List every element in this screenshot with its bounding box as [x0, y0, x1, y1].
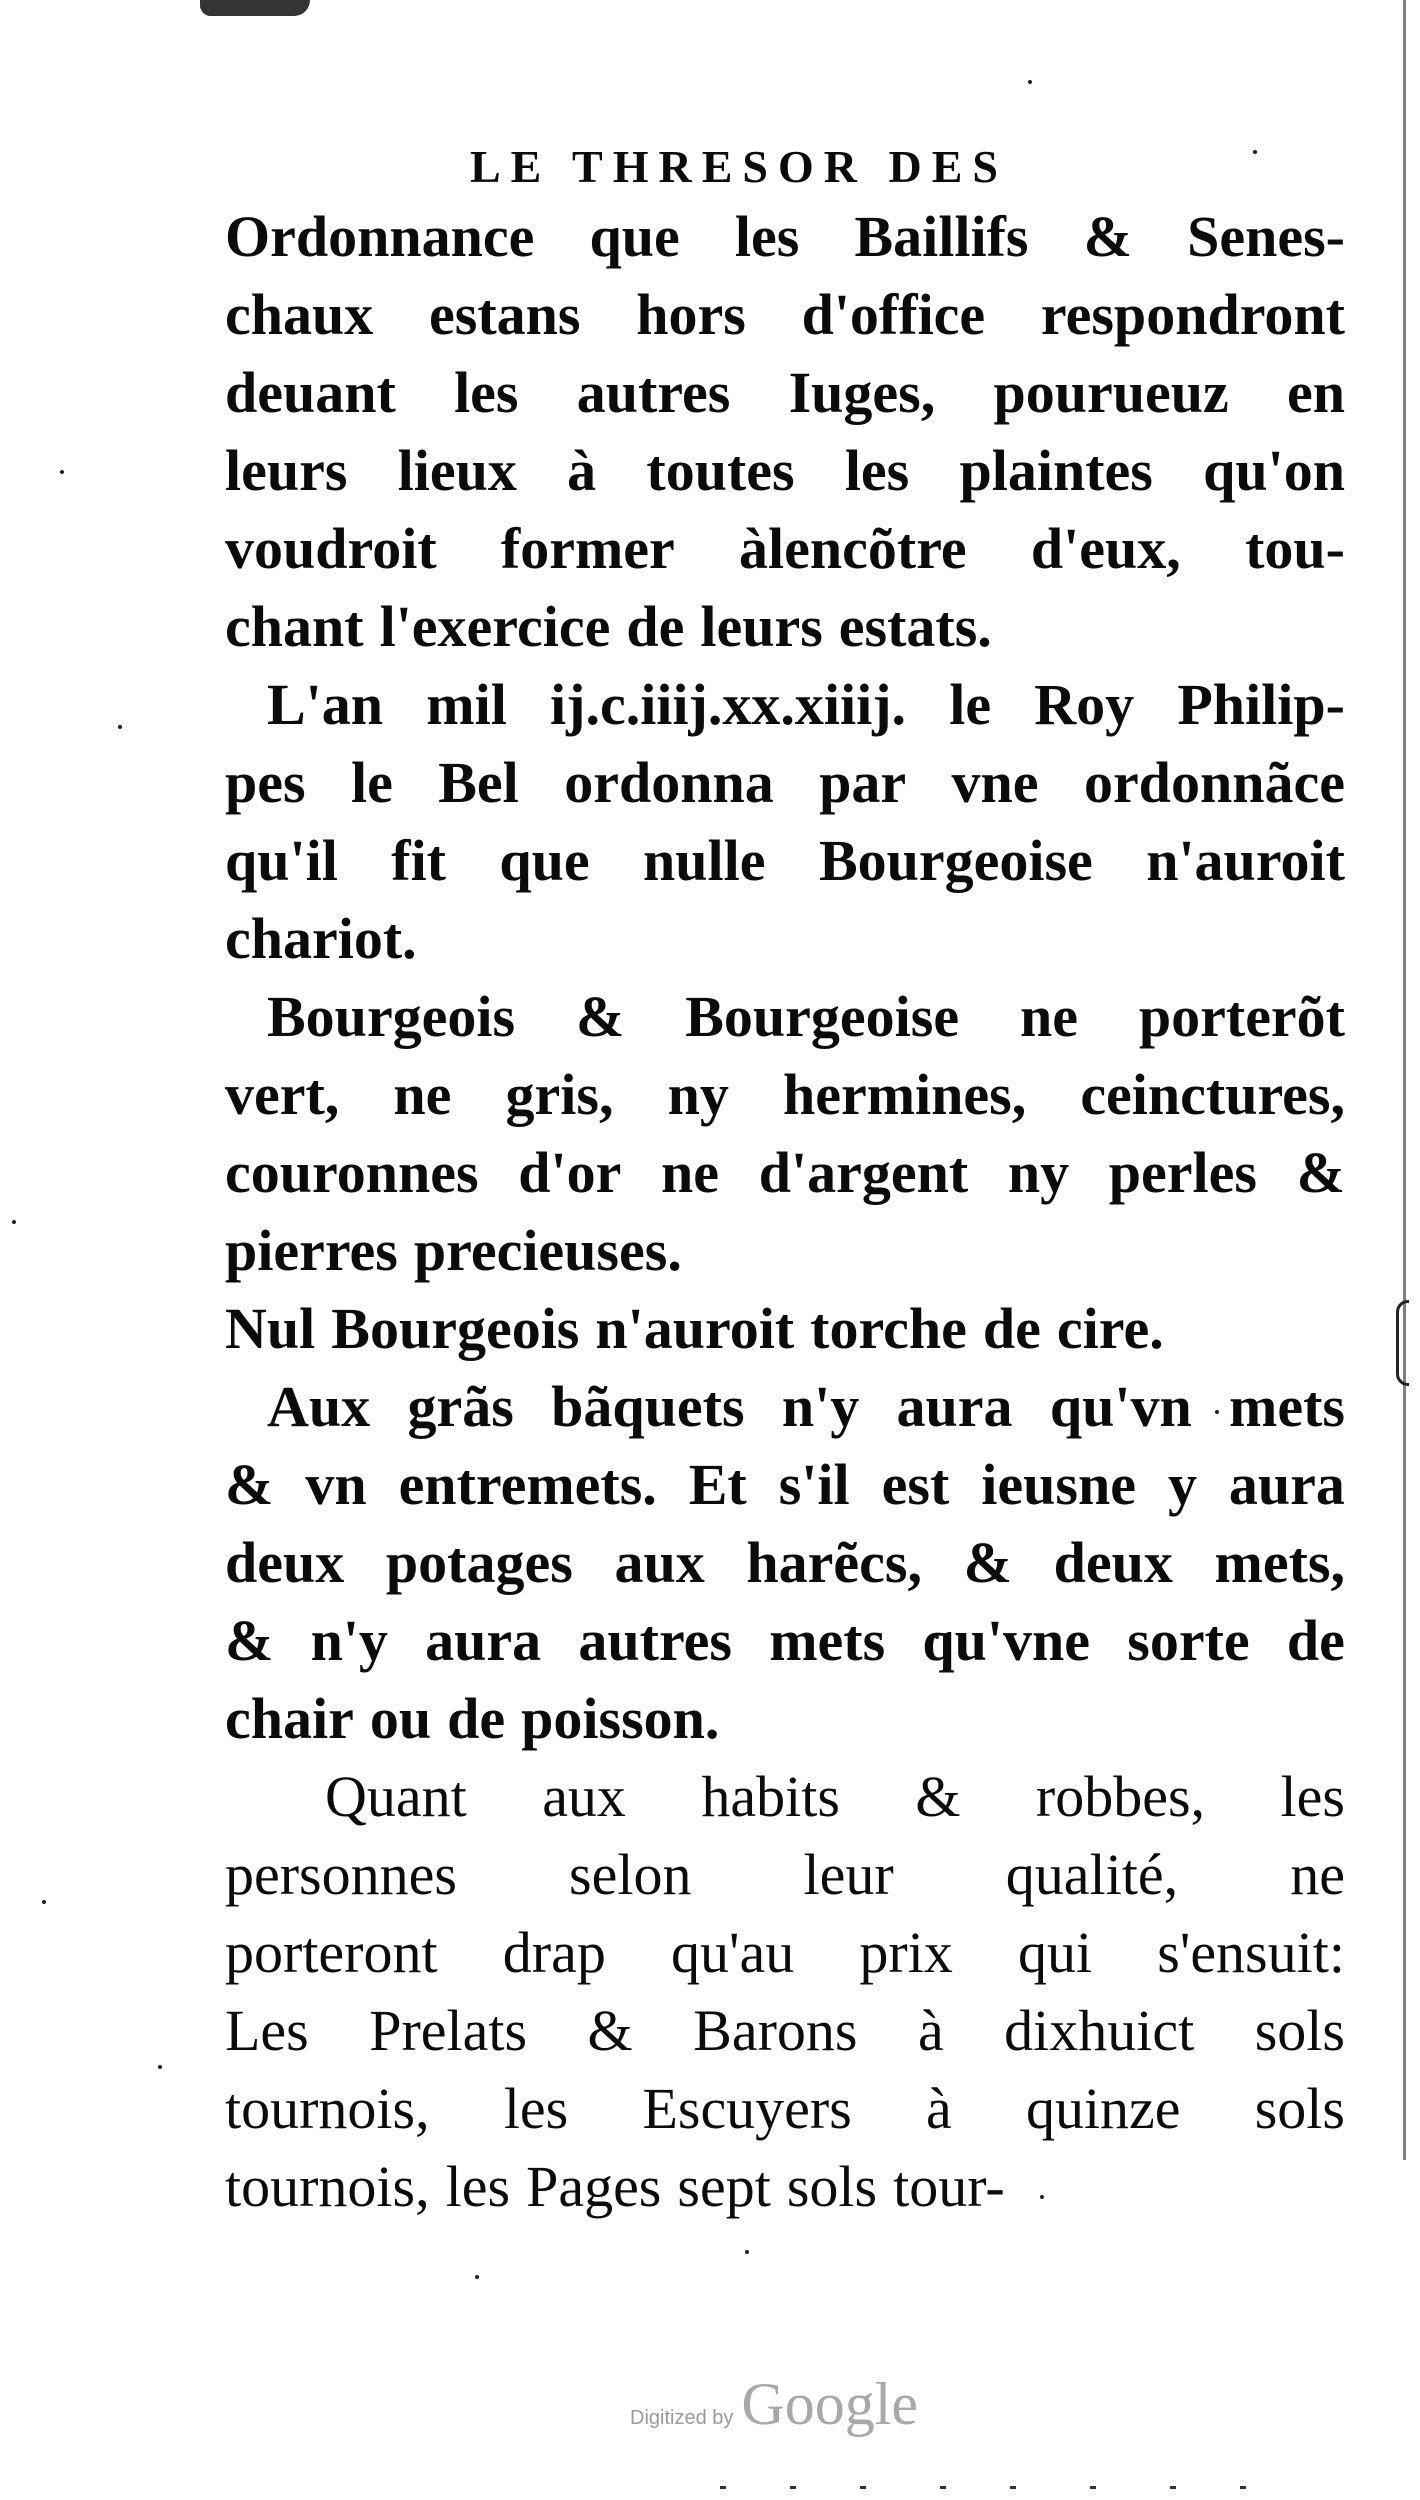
text-line: L'an mil ij.c.iiij.xx.xiiij. le Roy Philip-: [267, 672, 1345, 737]
text-line: leurs lieux à toutes les plaintes qu'on: [225, 438, 1345, 503]
text-line: chair ou de poisson.: [225, 1686, 720, 1751]
text-line: qu'il fit que nulle Bourgeoise n'auroit: [225, 828, 1345, 893]
scan-speck: [12, 1220, 16, 1224]
text-line: pierres precieuses.: [225, 1218, 682, 1283]
text-line: voudroit former àlencõtre d'eux, tou-: [225, 516, 1345, 581]
page-edge-shadow: [1403, 0, 1420, 2160]
text-line: couronnes d'or ne d'argent ny perles &: [225, 1140, 1345, 1205]
scan-speck: [745, 2250, 749, 2254]
text-line: chariot.: [225, 906, 417, 971]
scan-speck: [42, 1900, 46, 1904]
text-line: personnes selon leur qualité, ne: [225, 1842, 1345, 1907]
bottom-bleed-through: [0, 2480, 1420, 2500]
digitized-by-label: Digitized by: [630, 2407, 734, 2429]
scan-speck: [1028, 80, 1032, 84]
text-line: chaux estans hors d'office respondront: [225, 282, 1345, 347]
text-line: chant l'exercice de leurs estats.: [225, 594, 992, 659]
text-line: tournois, les Escuyers à quinze sols: [225, 2076, 1345, 2141]
margin-mark: [1396, 1300, 1409, 1386]
google-logo: Google: [741, 2371, 919, 2437]
text-line: & vn entremets. Et s'il est ieusne y aura: [225, 1452, 1345, 1517]
body-text: [225, 198, 1345, 2226]
text-line: Aux grãs bãquets n'y aura qu'vn mets: [267, 1374, 1345, 1439]
text-line: porteront drap qu'au prix qui s'ensuit:: [225, 1920, 1345, 1985]
text-line: & n'y aura autres mets qu'vne sorte de: [225, 1608, 1345, 1673]
running-head: LE THRESOR DES: [470, 141, 1008, 192]
text-line: Nul Bourgeois n'auroit torche de cire.: [225, 1296, 1164, 1361]
text-line: Les Prelats & Barons à dixhuict sols: [225, 1998, 1345, 2063]
scan-speck: [1253, 150, 1257, 154]
text-line: deuant les autres Iuges, pourueuz en: [225, 360, 1345, 425]
text-line: Quant aux habits & robbes, les: [325, 1764, 1345, 1829]
scan-speck: [60, 470, 64, 474]
text-line: Ordonnance que les Baillifs & Senes-: [225, 204, 1345, 269]
text-line: vert, ne gris, ny hermines, ceinctures,: [225, 1062, 1345, 1127]
text-line: Bourgeois & Bourgeoise ne porterõt: [267, 984, 1345, 1049]
text-line: deux potages aux harẽcs, & deux mets,: [225, 1530, 1345, 1595]
scan-speck: [118, 725, 122, 729]
scan-speck: [475, 2275, 479, 2279]
text-line: tournois, les Pages sept sols tour-: [225, 2154, 1005, 2219]
text-line: pes le Bel ordonna par vne ordonnãce: [225, 750, 1345, 815]
scan-speck: [158, 2065, 162, 2069]
ink-smudge: [200, 0, 310, 16]
digitized-by-watermark: [630, 2370, 918, 2439]
